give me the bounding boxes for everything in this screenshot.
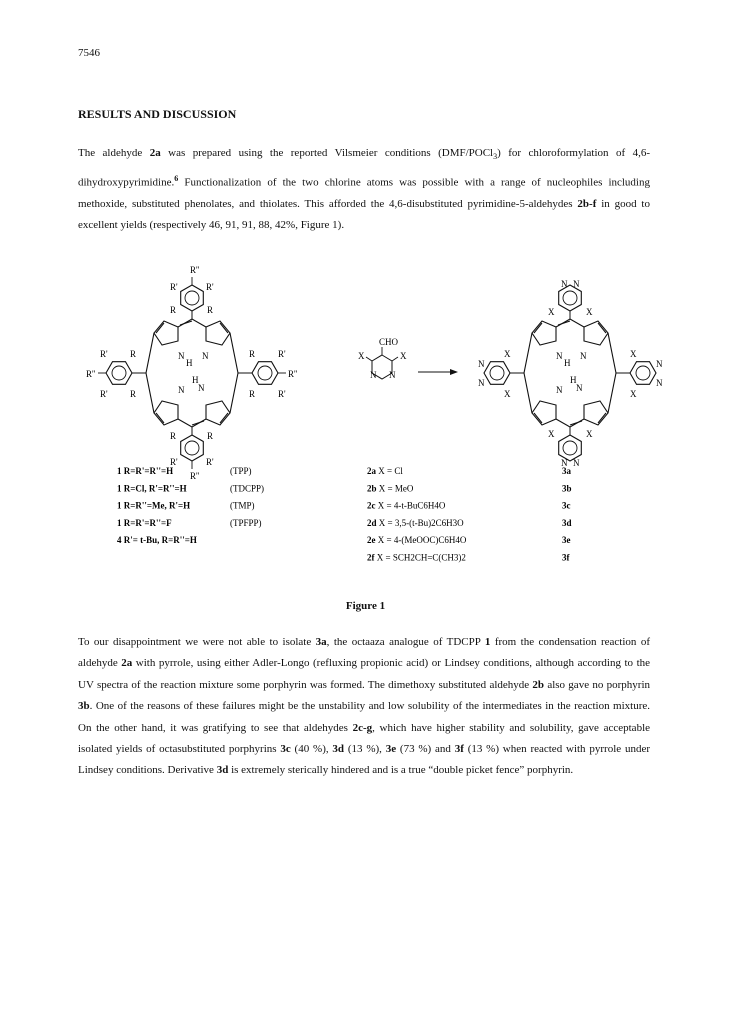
porphyrin-list-formula: 1 R=R''=Me, R'=H (117, 500, 191, 511)
svg-text:N: N (370, 370, 377, 380)
svg-text:R: R (170, 431, 177, 441)
product-label: 3a (562, 466, 571, 476)
porphyrin-list-formula: 4 R'= t-Bu, R=R''=H (117, 535, 197, 546)
reaction-arrow (418, 369, 458, 375)
svg-text:X: X (630, 349, 637, 359)
porphyrin-list-formula: 1 R=R'=R''=H (117, 466, 174, 476)
svg-text:R': R' (170, 457, 178, 467)
figure-1 (80, 255, 680, 590)
svg-text:N: N (178, 385, 185, 395)
svg-text:CHO: CHO (379, 337, 399, 347)
svg-text:R'': R'' (86, 369, 96, 379)
svg-text:R: R (249, 389, 256, 399)
aldehyde-list-entry: 2a X = Cl (367, 466, 403, 476)
svg-text:R: R (249, 349, 256, 359)
porphyrin-1-structure (86, 265, 298, 481)
svg-text:N: N (656, 359, 663, 369)
svg-text:N: N (573, 458, 580, 468)
svg-text:N: N (576, 383, 583, 393)
svg-text:R': R' (170, 282, 178, 292)
atom-label: R'' (190, 265, 200, 275)
svg-text:X: X (548, 429, 555, 439)
porphyrin-list-abbr: (TPFPP) (230, 517, 262, 528)
svg-text:R': R' (100, 349, 108, 359)
aldehyde-list (367, 466, 572, 563)
svg-text:N: N (556, 351, 563, 361)
svg-text:R: R (170, 305, 177, 315)
svg-text:R'': R'' (288, 369, 298, 379)
aldehyde-list-entry: 2b X = MeO (367, 483, 414, 494)
porphyrin-list-formula: 1 R=R'=R''=F (117, 517, 172, 528)
svg-text:N: N (198, 383, 205, 393)
aldehyde-list-entry: 2d X = 3,5-(t-Bu)2C6H3O (367, 517, 464, 528)
svg-text:H: H (186, 358, 193, 368)
paragraph-discussion: To our disappointment we were not able to isolate 3a, the octaaza analogue of TDCPP 1 from the condensation reaction of aldehyde 2a with pyrrole, using either Adler-Longo (refluxing propionic acid) or Lindsey conditions, although according to the UV spectra of the reaction mixture some porphyrin was formed. The dimethoxy substituted aldehyde 2b also gave no porphyrin 3b. One of the reasons of these failures might be the unstability and low solubility of the intermediates in the reaction mixture. On the other hand, it was gratifying to see that aldehydes 2c-g, which have higher stability and solubility, gave acceptable isolated yields of octasubstituted porphyrins 3c (40 %), 3d (13 %), 3e (73 %) and 3f (13 %) when reacted with pyrrole under Lindsey conditions. Derivative 3d is extremely sterically hindered and is a true “double picket fence” porphyrin. (78, 636, 651, 777)
svg-text:X: X (630, 389, 637, 399)
svg-text:N: N (202, 351, 209, 361)
porphyrin-list-abbr: (TMP) (230, 500, 255, 511)
aldehyde-list-entry: 2c X = 4-t-BuC6H4O (367, 500, 446, 511)
porphyrin-3-structure (478, 279, 663, 468)
svg-text:N: N (389, 370, 396, 380)
compound-ref: 2a (149, 147, 161, 159)
svg-text:N: N (656, 378, 663, 388)
svg-text:X: X (504, 349, 511, 359)
porphyrin-list-abbr: (TDCPP) (230, 483, 265, 494)
svg-text:N: N (573, 279, 580, 289)
svg-text:R: R (130, 349, 137, 359)
aldehyde-2-structure (358, 337, 407, 380)
porphyrin-list-abbr: (TPP) (230, 466, 252, 476)
svg-text:R': R' (278, 389, 286, 399)
svg-text:N: N (561, 279, 568, 289)
aldehyde-list-entry: 2e X = 4-(MeOOC)C6H4O (367, 535, 467, 546)
product-label: 3b (562, 483, 572, 494)
svg-text:X: X (548, 307, 555, 317)
svg-text:H: H (564, 358, 571, 368)
svg-text:N: N (580, 351, 587, 361)
aldehyde-list-entry: 2f X = SCH2CH=C(CH3)2 (367, 552, 466, 563)
svg-text:N: N (478, 378, 485, 388)
svg-text:H: H (570, 375, 577, 385)
svg-text:R': R' (278, 349, 286, 359)
svg-text:R': R' (206, 282, 214, 292)
svg-text:R: R (130, 389, 137, 399)
svg-text:N: N (556, 385, 563, 395)
svg-text:R': R' (100, 389, 108, 399)
product-label: 3f (562, 552, 570, 563)
porphyrin-list-formula: 1 R=Cl, R'=R''=H (117, 483, 187, 494)
paragraph-intro: The aldehyde 2a was prepared using the reported Vilsmeier conditions (DMF/POCl$_3$) for chloroformylation of 4,6-dihydroxypyrimidine.$^6$ Functionalization of the two chlorine atoms was possible with a range of nucleophiles including methoxide, substituted phenolates, and thiolates. This afforded the 4,6-disubstituted pyrimidine-5-aldehydes 2b-f in good to excellent yields (respectively 46, 91, 91, 88, 42%, Figure 1). (78, 147, 650, 232)
svg-text:X: X (586, 307, 593, 317)
page-number: 7546 (78, 47, 100, 59)
citation-marker: 6 (174, 173, 179, 183)
product-label: 3e (562, 535, 571, 546)
svg-text:R'': R'' (190, 471, 200, 481)
svg-text:X: X (504, 389, 511, 399)
svg-text:N: N (561, 458, 568, 468)
svg-text:R': R' (206, 457, 214, 467)
svg-text:X: X (586, 429, 593, 439)
svg-text:H: H (192, 375, 199, 385)
product-label: 3c (562, 500, 571, 511)
svg-text:R: R (207, 431, 214, 441)
svg-text:N: N (478, 359, 485, 369)
svg-text:N: N (178, 351, 185, 361)
figure-caption: Figure 1 (345, 600, 386, 612)
product-label: 3d (562, 517, 572, 528)
svg-text:X: X (358, 351, 365, 361)
compound-ref: 2b-f (577, 197, 597, 210)
section-heading: RESULTS AND DISCUSSION (78, 107, 237, 121)
svg-text:R: R (207, 305, 214, 315)
svg-text:X: X (400, 351, 407, 361)
